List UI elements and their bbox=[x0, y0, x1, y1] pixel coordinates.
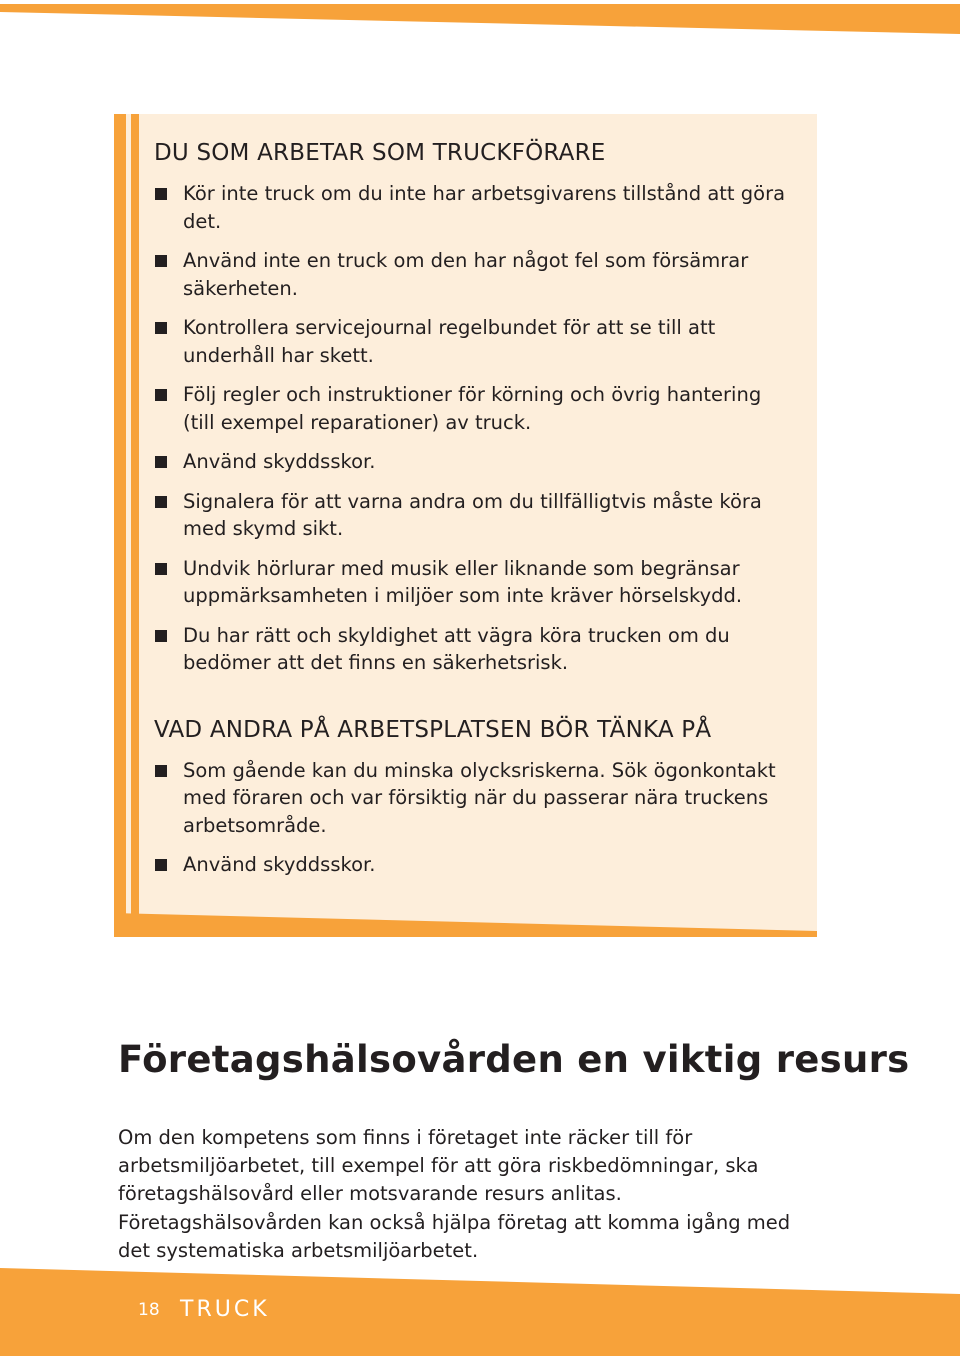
box-left-accent-bar bbox=[114, 114, 126, 937]
square-bullet-icon bbox=[155, 859, 167, 871]
others-rules-list bbox=[154, 757, 794, 879]
square-bullet-icon bbox=[155, 255, 167, 267]
list-item bbox=[154, 555, 794, 610]
body-paragraph: Om den kompetens som finns i företaget inte räcker till för arbetsmiljöarbetet, till exempel för att göra riskbedömningar, ska företagshälsovård eller motsvarande resurs anlitas. Företagshälsovården kan också hjälpa företag att komma igång med det systematiska arbetsmiljöarbetet. bbox=[118, 1126, 791, 1262]
list-item bbox=[154, 488, 794, 543]
square-bullet-icon bbox=[155, 563, 167, 575]
footer-label: TRUCK bbox=[180, 1297, 270, 1322]
list-item bbox=[154, 247, 794, 302]
square-bullet-icon bbox=[155, 496, 167, 508]
box-left-accent-bar-thin bbox=[131, 114, 139, 937]
list-item-text: Använd skyddsskor. bbox=[183, 450, 376, 473]
info-box bbox=[114, 114, 817, 937]
box-content bbox=[154, 138, 794, 891]
list-item bbox=[154, 851, 794, 879]
list-item bbox=[154, 622, 794, 677]
list-item bbox=[154, 314, 794, 369]
list-item bbox=[154, 180, 794, 235]
list-item-text: Kör inte truck om du inte har arbetsgivarens tillstånd att göra det. bbox=[183, 182, 786, 233]
list-item-text: Använd skyddsskor. bbox=[183, 853, 376, 876]
square-bullet-icon bbox=[155, 630, 167, 642]
driver-rules-list bbox=[154, 180, 794, 677]
list-item-text: Kontrollera servicejournal regelbundet för att se till att underhåll har skett. bbox=[183, 316, 716, 367]
top-decorative-stripe bbox=[0, 4, 960, 34]
list-item-text: Som gående kan du minska olycksriskerna. Sök ögonkontakt med föraren och var försiktig när du passerar nära truckens arbetsområde. bbox=[183, 758, 776, 837]
list-item bbox=[154, 757, 794, 840]
list-item-text: Signalera för att varna andra om du tillfälligtvis måste köra med skymd sikt. bbox=[183, 489, 762, 540]
square-bullet-icon bbox=[155, 456, 167, 468]
page-number: 18 bbox=[138, 1300, 160, 1320]
list-item-text: Använd inte en truck om den har något fel som försämrar säkerheten. bbox=[183, 249, 749, 300]
square-bullet-icon bbox=[155, 188, 167, 200]
list-item-text: Du har rätt och skyldighet att vägra köra trucken om du bedömer att det finns en säkerhetsrisk. bbox=[183, 623, 730, 674]
list-item-text: Undvik hörlurar med musik eller liknande som begränsar uppmärksamheten i miljöer som inte kräver hörselskydd. bbox=[183, 556, 743, 607]
square-bullet-icon bbox=[155, 322, 167, 334]
box-bottom-stripe bbox=[114, 907, 817, 937]
section-heading-driver: DU SOM ARBETAR SOM TRUCKFÖRARE bbox=[154, 140, 606, 166]
list-item-text: Följ regler och instruktioner för körning och övrig hantering (till exempel reparationer) av truck. bbox=[183, 383, 762, 434]
square-bullet-icon bbox=[155, 765, 167, 777]
page-title: Företagshälsovården en viktig resurs bbox=[118, 1038, 910, 1081]
square-bullet-icon bbox=[155, 389, 167, 401]
section-heading-others: VAD ANDRA PÅ ARBETSPLATSEN BÖR TÄNKA PÅ bbox=[154, 716, 712, 743]
list-item bbox=[154, 381, 794, 436]
list-item bbox=[154, 448, 794, 476]
